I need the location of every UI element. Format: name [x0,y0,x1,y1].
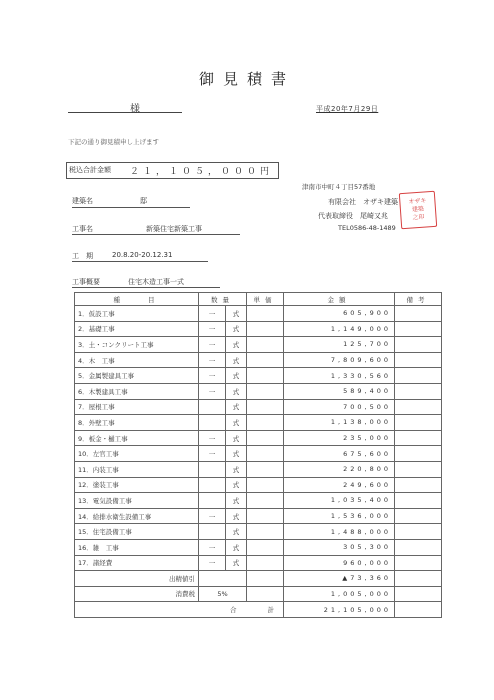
table-row [75,539,442,555]
row-item-name: 1．仮設工事 [75,306,199,322]
row-item-name: 15．住宅設備工事 [75,524,199,540]
company-seal-stamp: オザキ 建築 之印 [399,191,437,229]
row-qty: 一 [199,383,226,399]
row-amount: 305,300 [284,539,395,555]
row-item-name: 4．木 工事 [75,352,199,368]
row-unit: 式 [226,430,247,446]
tax-price [247,586,284,602]
recipient-suffix: 様 [130,104,140,115]
row-item-name: 6．木製建具工事 [75,383,199,399]
table-row [75,321,442,337]
grand-total-row [75,602,442,618]
row-amount: 605,900 [284,306,395,322]
row-unit-price [247,461,284,477]
grand-total-note [395,602,442,618]
row-amount: 249,600 [284,477,395,493]
tax-note [395,586,442,602]
table-row [75,430,442,446]
row-note [395,383,442,399]
row-unit: 式 [226,446,247,462]
row-unit: 式 [226,383,247,399]
table-header-row [75,293,442,306]
row-note [395,399,442,415]
row-qty: 一 [199,337,226,353]
row-amount: 1,035,400 [284,493,395,509]
table-row [75,368,442,384]
row-amount: 125,700 [284,337,395,353]
row-unit-price [247,524,284,540]
row-unit: 式 [226,461,247,477]
row-unit-price [247,539,284,555]
row-qty: 一 [199,306,226,322]
row-amount: 220,800 [284,461,395,477]
discount-qty [199,571,247,587]
row-qty [199,461,226,477]
document-title: 御見積書 [198,70,295,88]
row-item-name: 7．屋根工事 [75,399,199,415]
row-item-name: 2．基礎工事 [75,321,199,337]
table-row [75,352,442,368]
row-amount: 7,809,600 [284,352,395,368]
row-item-name: 14．給排水衛生設備工事 [75,508,199,524]
table-row [75,399,442,415]
row-qty: 一 [199,539,226,555]
row-amount: 1,138,000 [284,415,395,431]
row-unit: 式 [226,352,247,368]
summary-underline [72,287,220,288]
row-unit-price [247,306,284,322]
building-name-underline [72,207,190,208]
row-item-name: 9．板金・樋工事 [75,430,199,446]
row-amount: 700,500 [284,399,395,415]
row-qty: 一 [199,446,226,462]
row-qty [199,415,226,431]
row-unit-price [247,430,284,446]
row-item-name: 17．諸経費 [75,555,199,571]
row-unit: 式 [226,415,247,431]
issue-date: 平成20年7月29日 [316,105,379,113]
row-note [395,337,442,353]
row-unit-price [247,399,284,415]
row-note [395,415,442,431]
row-unit: 式 [226,493,247,509]
row-qty [199,399,226,415]
row-unit: 式 [226,321,247,337]
row-unit-price [247,555,284,571]
row-note [395,493,442,509]
row-item-name: 16．雑 工事 [75,539,199,555]
row-amount: 1,330,560 [284,368,395,384]
table-row [75,446,442,462]
row-amount: 960,000 [284,555,395,571]
grand-total-label: 合 計 [75,602,284,618]
row-unit: 式 [226,306,247,322]
row-unit: 式 [226,337,247,353]
tax-row [75,586,442,602]
header-qty: 数量 [199,293,247,306]
row-qty: 一 [199,555,226,571]
table-row [75,383,442,399]
total-value: ２１，１０５，０００円 [130,167,274,177]
period-underline [72,261,208,262]
row-qty [199,524,226,540]
row-note [395,524,442,540]
table-row [75,524,442,540]
table-row [75,306,442,322]
discount-note [395,571,442,587]
row-unit-price [247,321,284,337]
row-unit-price [247,383,284,399]
table-row [75,461,442,477]
row-note [395,477,442,493]
row-note [395,321,442,337]
row-qty: 一 [199,352,226,368]
row-unit-price [247,508,284,524]
row-amount: 1,488,000 [284,524,395,540]
row-amount: 235,000 [284,430,395,446]
work-name-value: 新築住宅新築工事 [146,225,202,233]
row-note [395,539,442,555]
row-qty: 一 [199,368,226,384]
total-label: 税込合計金額 [69,166,111,174]
row-unit-price [247,493,284,509]
row-qty: 一 [199,508,226,524]
row-unit: 式 [226,539,247,555]
company-representative: 代表取締役 尾崎又兆 [318,212,388,220]
summary-value: 住宅木造工事一式 [128,278,184,286]
row-note [395,446,442,462]
row-qty [199,493,226,509]
header-amount: 金額 [284,293,395,306]
row-item-name: 3．土・コンクリート工事 [75,337,199,353]
company-address: 津南市中町４丁目57番地 [302,183,376,191]
row-unit-price [247,415,284,431]
row-unit: 式 [226,524,247,540]
summary-label: 工事概要 [72,278,100,286]
discount-amount: ▲73,360 [284,571,395,587]
period-label: 工 期 [72,252,93,260]
intro-text: 下記の通り御見積申し上げます [68,138,159,146]
row-unit-price [247,337,284,353]
company-name: 有限会社 オザキ建築 [328,198,398,206]
row-unit: 式 [226,555,247,571]
row-note [395,306,442,322]
table-row [75,508,442,524]
estimate-table [74,292,442,618]
table-row [75,477,442,493]
row-note [395,368,442,384]
row-amount: 675,600 [284,446,395,462]
row-unit: 式 [226,477,247,493]
row-item-name: 8．外壁工事 [75,415,199,431]
period-value: 20.8.20-20.12.31 [112,251,173,259]
row-item-name: 13．電気設備工事 [75,493,199,509]
row-note [395,508,442,524]
row-item-name: 11．内装工事 [75,461,199,477]
table-row [75,555,442,571]
discount-price [247,571,284,587]
tax-amount: 1,005,000 [284,586,395,602]
row-amount: 1,149,000 [284,321,395,337]
building-name-value: 邸 [140,197,147,205]
work-name-underline [72,234,240,235]
header-item: 種 目 [75,293,199,306]
row-note [395,461,442,477]
row-qty: 一 [199,321,226,337]
recipient-name-line [68,112,182,113]
row-amount: 1,536,000 [284,508,395,524]
row-unit-price [247,446,284,462]
row-item-name: 10．左官工事 [75,446,199,462]
tax-label: 消費税 [75,586,199,602]
building-name-label: 建築名 [72,196,93,208]
company-tel: TEL0586-48-1489 [338,224,396,232]
grand-total-amount: 21,105,000 [284,602,395,618]
row-unit-price [247,477,284,493]
header-note: 備考 [395,293,442,306]
row-unit: 式 [226,508,247,524]
row-unit: 式 [226,399,247,415]
row-qty [199,477,226,493]
table-row [75,337,442,353]
row-amount: 589,400 [284,383,395,399]
header-unit-price: 単価 [247,293,284,306]
table-row [75,415,442,431]
work-name-label: 工事名 [72,225,93,233]
row-note [395,352,442,368]
row-note [395,555,442,571]
row-unit-price [247,352,284,368]
row-item-name: 12．塗装工事 [75,477,199,493]
row-unit: 式 [226,368,247,384]
table-row [75,493,442,509]
row-item-name: 5．金属製建具工事 [75,368,199,384]
row-qty: 一 [199,430,226,446]
row-unit-price [247,368,284,384]
row-note [395,430,442,446]
tax-rate: 5% [199,586,247,602]
discount-row [75,571,442,587]
discount-label: 出精値引 [75,571,199,587]
